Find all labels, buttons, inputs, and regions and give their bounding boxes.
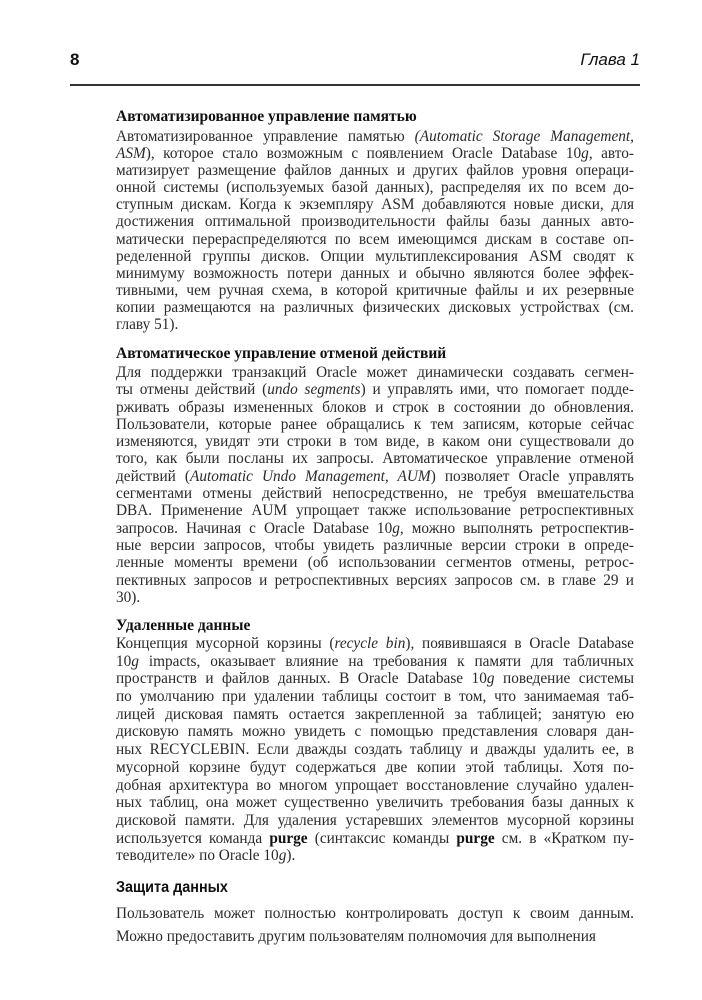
text-segment: ты отмены действий (: [116, 381, 268, 399]
text-line: [116, 572, 634, 589]
text-segment: (синтаксис команды: [307, 829, 457, 847]
text-segment: ленные моменты времени (об использовании сегментов отмены, ретрос-: [116, 554, 634, 572]
bold-text: purge: [456, 829, 495, 847]
text-segment: изменяются, увидят эти строки в том виде, в каком они существовали до: [116, 433, 634, 451]
italic-text: undo segments: [267, 381, 361, 399]
text-line: [116, 231, 634, 248]
text-segment: действий (: [116, 467, 191, 485]
section-heading: Автоматическое управление отменой действий: [116, 345, 447, 362]
text-segment: impacts, оказывает влияние на требования к памяти для табличных: [138, 652, 634, 670]
italic-text: g: [486, 670, 495, 688]
text-segment: достижения оптимальной производительности файлы базы данных авто-: [116, 213, 634, 231]
text-segment: ).: [286, 847, 296, 865]
text-segment: по умолчанию при удалении таблицы состоит в том, что занимаемая таб-: [116, 688, 634, 706]
header-rule: [70, 84, 640, 86]
text-segment: ), которое стало возможным с появлением Oracle Database 10: [145, 145, 582, 163]
text-line: [116, 381, 634, 398]
text-line: [116, 670, 634, 688]
section-body: [116, 128, 634, 333]
text-line: [116, 520, 634, 537]
text-line: [116, 145, 634, 162]
text-segment: ных таблиц, она может существенно увеличить требования базы данных к: [116, 794, 634, 812]
italic-text: (Automatic Storage Management,: [414, 128, 634, 145]
text-segment: мусорной корзине будут содержаться две копии этой таблицы. Хотя по-: [116, 758, 634, 776]
text-segment: Автоматизированное управление памятью: [116, 128, 415, 145]
text-segment: ределенной группы дисков. Опции мультиплексирования ASM сводят к: [116, 247, 634, 265]
text-segment: Концепция мусорной корзины (: [116, 635, 335, 652]
text-line: [116, 635, 634, 653]
text-line: [116, 812, 634, 830]
text-segment: лицей дисковая память остается закрепленной за таблицей; занятую ею: [116, 705, 634, 723]
text-segment: Пользователь может полностью контролировать доступ к своим данным.: [116, 905, 634, 922]
text-line: [116, 485, 634, 502]
bold-text: purge: [269, 829, 308, 847]
text-segment: ступным дискам. Когда к экземпляру ASM добавляются новые диски, для: [116, 196, 634, 214]
text-segment: онной системы (используемых базой данных), распределяя их по всем до-: [116, 179, 634, 197]
text-line: [116, 213, 634, 230]
text-line: [116, 653, 634, 671]
text-line: [116, 162, 634, 179]
text-segment: минимуму возможность потери данных и обычно являются более эффек-: [116, 264, 634, 282]
text-line: [116, 759, 634, 777]
text-line: [116, 688, 634, 706]
text-segment: пространств и файлов данных. В Oracle Database 10: [116, 670, 487, 688]
text-segment: 30).: [116, 588, 141, 606]
text-segment: Пользователи, которые ранее обращались к тем записям, которые сейчас: [116, 415, 634, 433]
text-segment: матизирует размещение файлов данных и других файлов уровня операци-: [116, 162, 634, 180]
text-segment: DBA. Применение AUM упрощает также использование ретроспективных: [116, 502, 634, 520]
section-asm: [116, 107, 634, 333]
text-line: [116, 903, 634, 926]
text-segment: ных RECYCLEBIN. Если дважды создать таблицу и дважды удалить ее, в: [116, 741, 634, 759]
text-segment: используется команда: [116, 829, 270, 847]
text-line: [116, 316, 634, 333]
chapter-title: Глава 1: [580, 50, 640, 69]
text-line: [116, 847, 634, 865]
text-segment: поведение системы: [494, 670, 634, 688]
text-segment: дисковую память можно увидеть с помощью представления словаря дан-: [116, 723, 634, 741]
text-line: [116, 416, 634, 433]
section-heading: Защита данных: [116, 879, 228, 896]
text-segment: см. в «Кратком пу-: [494, 829, 634, 847]
text-segment: копии размещаются на различных физических дисковых устройствах (см.: [116, 298, 634, 316]
text-line: [116, 128, 634, 145]
section-aum: [116, 344, 634, 606]
text-segment: тивными, чем ручная схема, в которой критичные файлы и их резервные: [116, 281, 634, 299]
text-line: [116, 723, 634, 741]
text-line: [116, 282, 634, 299]
text-line: [116, 926, 634, 949]
text-segment: сегментами отмены действий непосредственно, не требуя вмешательства: [116, 485, 634, 503]
text-segment: пективных запросов и ретроспективных версиях запросов см. в главе 29 и: [116, 571, 634, 589]
text-segment: добная архитектура во многом упрощает восстановление случайно удален-: [116, 776, 634, 794]
italic-text: g: [581, 145, 589, 163]
text-segment: Можно предоставить другим пользователям полномочия для выполнения: [116, 927, 596, 945]
text-line: [116, 399, 634, 416]
text-line: [116, 179, 634, 196]
italic-text: g: [392, 519, 400, 537]
text-line: [116, 830, 634, 848]
text-line: [116, 468, 634, 485]
text-line: [116, 196, 634, 213]
italic-text: recycle bin: [334, 635, 406, 652]
italic-text: Automatic Undo Management, AUM: [190, 467, 431, 485]
text-line: [116, 706, 634, 724]
italic-text: g: [278, 847, 287, 865]
text-line: [116, 248, 634, 265]
text-segment: ) позволяет Oracle управлять: [430, 467, 635, 485]
text-segment: матически перераспределяются по всем имеющимся дискам в составе оп-: [116, 230, 634, 248]
text-line: [116, 364, 634, 381]
text-line: [116, 589, 634, 606]
section-body: [116, 364, 634, 606]
text-segment: , можно выполнять ретроспектив-: [399, 519, 634, 537]
text-segment: того, как были посланы их запросы. Автоматическое управление отменой: [116, 450, 634, 468]
text-segment: рживать образы измененных блоков и строк в состоянии до обновления.: [116, 398, 634, 416]
text-segment: Для поддержки транзакций Oracle может динамически создавать сегмен-: [116, 364, 634, 381]
text-line: [116, 777, 634, 795]
text-segment: запросов. Начиная с Oracle Database 10: [116, 519, 393, 537]
text-line: [116, 433, 634, 450]
text-line: [116, 299, 634, 316]
text-segment: ), появившаяся в Oracle Database: [405, 635, 634, 652]
page-number: 8: [70, 50, 80, 69]
text-segment: , авто-: [588, 145, 635, 163]
text-line: [116, 741, 634, 759]
text-line: [116, 502, 634, 519]
italic-text: ASM: [116, 145, 146, 163]
section-recycle-bin: [116, 616, 634, 865]
section-data-protection: [116, 878, 634, 948]
italic-text: g: [131, 652, 139, 670]
text-segment: ные версии запросов, чтобы увидеть различные версии строки в опреде-: [116, 536, 634, 554]
text-line: [116, 794, 634, 812]
section-body: [116, 903, 634, 948]
text-segment: главу 51).: [116, 316, 179, 334]
text-segment: ) и управлять ими, что помогает подде-: [360, 381, 634, 399]
text-line: [116, 265, 634, 282]
text-line: [116, 554, 634, 571]
text-line: [116, 537, 634, 554]
section-heading: Автоматизированное управление памятью: [116, 108, 417, 125]
text-segment: теводителе» по Oracle 10: [116, 847, 279, 865]
section-body: [116, 635, 634, 865]
text-segment: дисковой памяти. Для удаления устаревших элементов мусорной корзины: [116, 811, 634, 829]
text-segment: 10: [116, 652, 132, 670]
text-line: [116, 450, 634, 467]
section-heading: Удаленные данные: [116, 617, 251, 634]
